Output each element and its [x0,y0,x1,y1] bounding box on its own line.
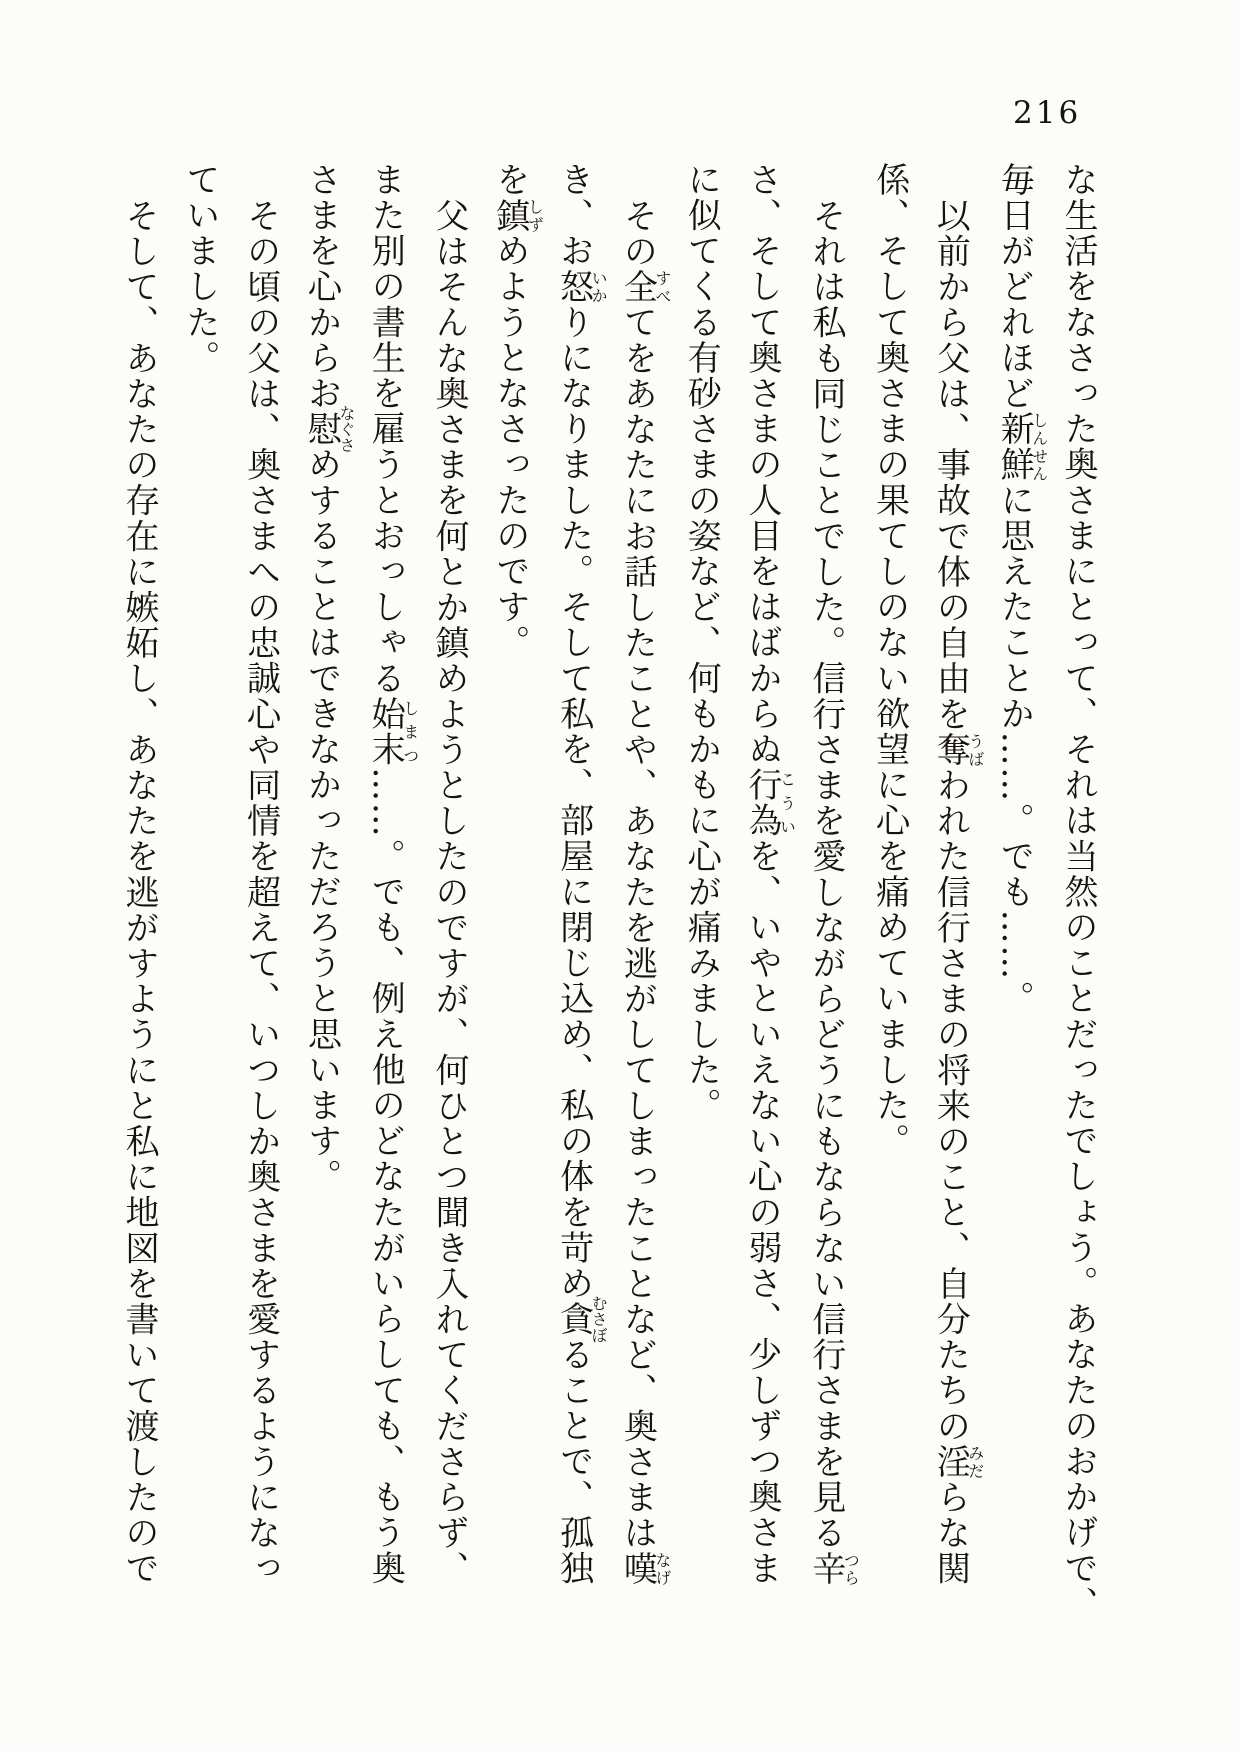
ruby-annotated-word: 始末しまつ [365,696,420,768]
ruby-annotated-word: 奪うば [930,732,985,768]
text-column: その頃の父は、奥さまへの忠誠心や同情を超えて、いつしか奥さまを愛するようになっ [240,198,281,1587]
ruby-reading: しまつ [400,696,420,768]
text-column: 父はそんな奥さまを何とか鎮めようとしたのですが、何ひとつ聞き入れてくださらず、 [429,198,470,1587]
ruby-reading: しず [525,197,545,234]
ruby-reading: つら [841,1550,861,1587]
text-column: ていました。 [179,162,220,376]
ruby-reading: みだ [965,1444,985,1480]
ruby-reading: なげ [652,1550,672,1587]
text-column: 係、そして奥さまの果てしのない欲望に心を痛めていました。 [869,162,910,1159]
ruby-reading: なぐさ [336,405,356,454]
text-column: さ、そして奥さまの人目をはばからぬ行為こういを、いやといえない心の弱さ、少しずつ奥さま [742,162,797,1587]
ruby-reading: しんせん [1029,411,1049,483]
ruby-annotated-word: 全すべ [617,269,672,305]
text-column: そして、あなたの存在に嫉妬し、あなたを逃がすようにと私に地図を書いて渡したので [119,198,160,1587]
text-column: に似てくる有砂さまの姿など、何もかもに心が痛みました。 [681,162,722,1124]
text-column: な生活をなさった奥さまにとって、それは当然のことだったでしょう。あなたのおかげで、 [1058,162,1098,1622]
ruby-annotated-word: 怒いか [553,268,609,305]
ruby-annotated-word: 辛つら [805,1550,861,1587]
text-column: また別の書生を雇うとおっしゃる始末しまつ……。でも、例え他のどなたがいらしても、もう奥 [365,162,420,1587]
ruby-annotated-word: 嘆なげ [617,1550,672,1587]
text-column: さまを心からお慰なぐさめすることはできなかっただろうと思います。 [301,162,356,1195]
ruby-annotated-word: 鎮しず [489,197,545,234]
text-column: 毎日がどれほど新鮮しんせんに思えたことか……。でも……。 [994,162,1049,1017]
vertical-text-block [108,162,1108,1626]
text-column: き、お怒いかりになりました。そして私を、部屋に閉じ込め、私の体を苛め貪むさぼることで、孤独 [553,162,609,1587]
ruby-annotated-word: 淫みだ [930,1444,985,1480]
text-column: 以前から父は、事故で体の自由を奪うばわれた信行さまの将来のこと、自分たちの淫みだらな関 [930,198,985,1587]
ruby-annotated-word: 新鮮しんせん [994,411,1049,483]
ruby-reading: すべ [652,269,672,305]
ruby-annotated-word: 行為こうい [742,767,797,839]
ruby-reading: いか [589,268,609,305]
ruby-reading: うば [965,732,985,768]
ruby-reading: こうい [777,767,797,839]
page-number: 216 [1013,95,1082,131]
ruby-annotated-word: 貪むさぼ [553,1295,609,1344]
text-column: それは私も同じことでした。信行さまを愛しながらどうにもならない信行さまを見る辛つら [805,198,861,1587]
text-column: その全すべてをあなたにお話したことや、あなたを逃がしてしまったことなど、奥さまは嘆なげ [617,198,672,1587]
ruby-reading: むさぼ [589,1295,609,1344]
ruby-annotated-word: 慰なぐさ [301,405,356,454]
text-column: を鎮しずめようとなさったのです。 [489,162,545,661]
